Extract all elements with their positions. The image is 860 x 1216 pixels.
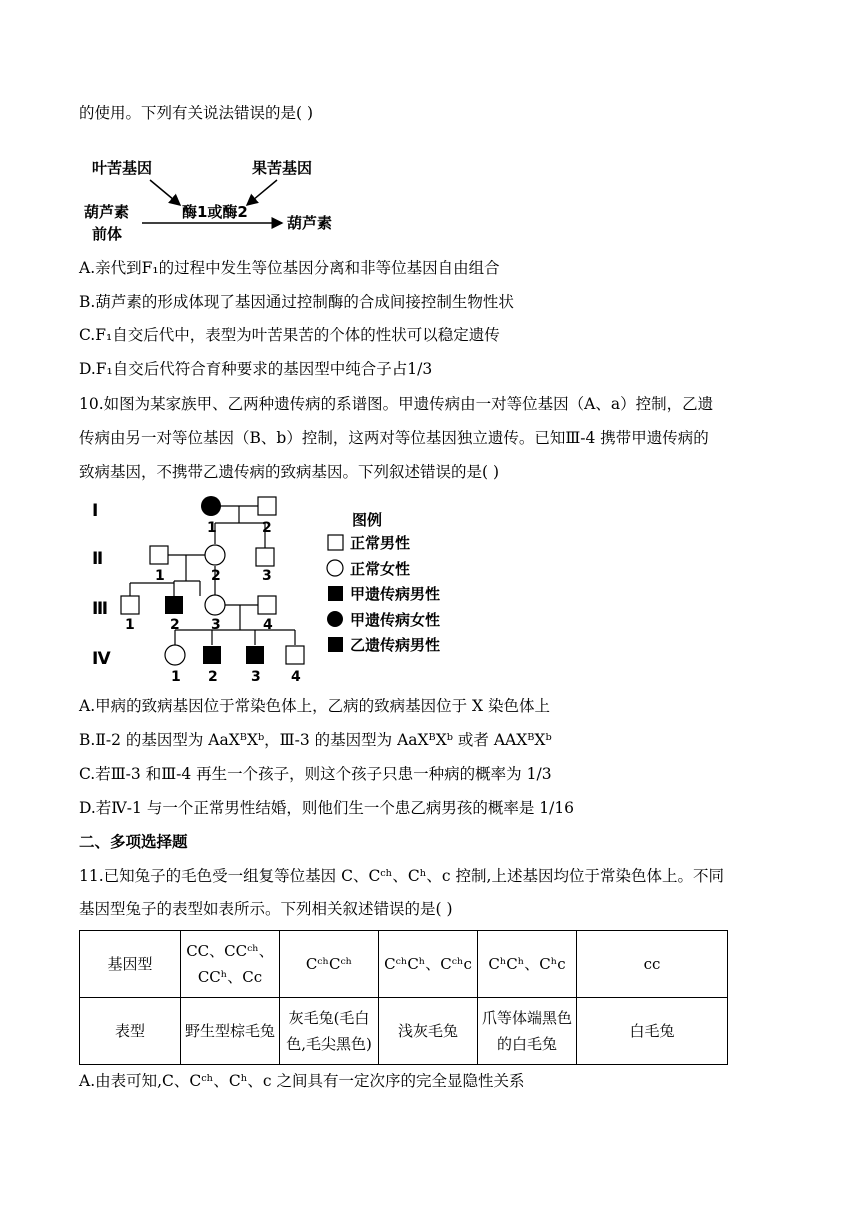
q10-stem-line3: 致病基因，不携带乙遗传病的致病基因。下列叙述错误的是( ) bbox=[79, 463, 500, 481]
genotype-cell-2: CᶜʰCᶜʰ bbox=[280, 931, 379, 998]
option-d: D.F₁自交后代符合育种要求的基因型中纯合子占1/3 bbox=[79, 360, 433, 378]
individual-IV-4-normal-male bbox=[286, 646, 304, 664]
individual-I-1-affected-female bbox=[201, 496, 221, 516]
generation-label-2: Ⅱ bbox=[92, 549, 104, 569]
genotype-header: 基因型 bbox=[80, 931, 181, 998]
q10-stem-line2: 传病由另一对等位基因（B、b）控制，这两对等位基因独立遗传。已知Ⅲ-4 携带甲遗传病的 bbox=[79, 429, 709, 447]
generation-label-1: Ⅰ bbox=[92, 501, 99, 521]
generation-label-4: Ⅳ bbox=[92, 649, 111, 669]
individual-III-4-normal-male bbox=[258, 596, 276, 614]
genotype-cell-1: CC、CCᶜʰ、CCʰ、Cc bbox=[181, 931, 280, 998]
legend-title: 图例 bbox=[352, 511, 383, 529]
label-III-2: 2 bbox=[170, 617, 180, 633]
precursor-label-2: 前体 bbox=[92, 225, 123, 243]
phenotype-cell-2: 灰毛兔(毛白色,毛尖黑色) bbox=[280, 998, 379, 1065]
individual-III-3-normal-female bbox=[205, 595, 225, 615]
legend-disease-b-male: 乙遗传病男性 bbox=[350, 636, 441, 654]
individual-I-2-normal-male bbox=[258, 497, 276, 515]
label-IV-1: 1 bbox=[171, 669, 181, 685]
q10-option-a: A.甲病的致病基因位于常染色体上，乙病的致病基因位于 X 染色体上 bbox=[79, 697, 551, 715]
q11-stem-line2: 基因型兔子的表型如表所示。下列相关叙述错误的是( ) bbox=[79, 900, 453, 918]
legend-disease-b-male-icon bbox=[328, 637, 343, 652]
label-III-4: 4 bbox=[263, 617, 273, 633]
legend-disease-a-female: 甲遗传病女性 bbox=[350, 611, 441, 629]
individual-II-1-normal-male bbox=[150, 546, 168, 564]
legend-normal-male-icon bbox=[328, 535, 343, 550]
genotype-row bbox=[80, 931, 728, 998]
option-c: C.F₁自交后代中，表型为叶苦果苦的个体的性状可以稳定遗传 bbox=[79, 326, 500, 344]
label-IV-2: 2 bbox=[208, 669, 218, 685]
enzyme-label: 酶1或酶2 bbox=[182, 203, 248, 221]
phenotype-cell-3: 浅灰毛兔 bbox=[379, 998, 478, 1065]
fruit-gene-arrow bbox=[247, 180, 277, 205]
q10-stem-line1: 10.如图为某家族甲、乙两种遗传病的系谱图。甲遗传病由一对等位基因（A、a）控制，乙遗 bbox=[79, 395, 714, 413]
individual-IV-1-normal-female bbox=[165, 645, 185, 665]
genotype-table bbox=[79, 930, 728, 1065]
label-III-1: 1 bbox=[125, 617, 135, 633]
label-III-3: 3 bbox=[211, 617, 221, 633]
label-II-1: 1 bbox=[155, 568, 165, 584]
genotype-cell-3: CᶜʰCʰ、Cᶜʰc bbox=[379, 931, 478, 998]
individual-III-1-normal-male bbox=[121, 596, 139, 614]
legend-disease-a-male-icon bbox=[328, 586, 343, 601]
legend-normal-female: 正常女性 bbox=[350, 560, 411, 578]
phenotype-row bbox=[80, 998, 728, 1065]
phenotype-cell-4: 爪等体端黑色的白毛兔 bbox=[478, 998, 577, 1065]
legend-disease-a-female-icon bbox=[327, 611, 343, 627]
label-II-3: 3 bbox=[262, 568, 272, 584]
option-b: B.葫芦素的形成体现了基因通过控制酶的合成间接控制生物性状 bbox=[79, 293, 514, 311]
leaf-gene-arrow bbox=[150, 180, 180, 205]
phenotype-header: 表型 bbox=[80, 998, 181, 1065]
individual-IV-3-disease-b-male bbox=[246, 646, 264, 664]
label-IV-3: 3 bbox=[251, 669, 261, 685]
q10-option-b: B.Ⅱ-2 的基因型为 AaXᴮXᵇ，Ⅲ-3 的基因型为 AaXᴮXᵇ 或者 AAXᴮXᵇ bbox=[79, 731, 552, 749]
question-stem-tail: 的使用。下列有关说法错误的是( ) bbox=[79, 104, 314, 122]
label-II-2: 2 bbox=[211, 568, 221, 584]
fruit-bitter-gene: 果苦基因 bbox=[252, 159, 313, 177]
individual-II-2-normal-female bbox=[205, 545, 225, 565]
label-IV-4: 4 bbox=[291, 669, 301, 685]
precursor-label-1: 葫芦素 bbox=[84, 203, 130, 221]
pathway-diagram bbox=[82, 150, 362, 250]
q10-option-c: C.若Ⅲ-3 和Ⅲ-4 再生一个孩子，则这个孩子只患一种病的概率为 1/3 bbox=[79, 765, 552, 783]
label-I-2: 2 bbox=[262, 520, 272, 536]
q11-stem-line1: 11.已知兔子的毛色受一组复等位基因 C、Cᶜʰ、Cʰ、c 控制,上述基因均位于常染色体上。不同 bbox=[79, 867, 724, 885]
genotype-cell-4: CʰCʰ、Cʰc bbox=[478, 931, 577, 998]
option-a: A.亲代到F₁的过程中发生等位基因分离和非等位基因自由组合 bbox=[79, 259, 500, 277]
legend-normal-female-icon bbox=[327, 560, 343, 576]
individual-IV-2-disease-b-male bbox=[203, 646, 221, 664]
individual-II-3-normal-male bbox=[256, 548, 274, 566]
phenotype-cell-1: 野生型棕毛兔 bbox=[181, 998, 280, 1065]
generation-label-3: Ⅲ bbox=[92, 599, 109, 619]
pedigree-chart bbox=[90, 488, 480, 688]
q11-option-a: A.由表可知,C、Cᶜʰ、Cʰ、c 之间具有一定次序的完全显隐性关系 bbox=[79, 1072, 525, 1090]
legend-normal-male: 正常男性 bbox=[350, 534, 411, 552]
product-label: 葫芦素 bbox=[287, 214, 333, 232]
individual-III-2-disease-b-male bbox=[165, 596, 183, 614]
leaf-bitter-gene: 叶苦基因 bbox=[92, 159, 153, 177]
section-title: 二、多项选择题 bbox=[79, 833, 188, 851]
legend-disease-a-male: 甲遗传病男性 bbox=[350, 585, 441, 603]
phenotype-cell-5: 白毛兔 bbox=[577, 998, 728, 1065]
label-I-1: 1 bbox=[207, 520, 217, 536]
genotype-cell-5: cc bbox=[577, 931, 728, 998]
q10-option-d: D.若Ⅳ-1 与一个正常男性结婚，则他们生一个患乙病男孩的概率是 1/16 bbox=[79, 799, 575, 817]
